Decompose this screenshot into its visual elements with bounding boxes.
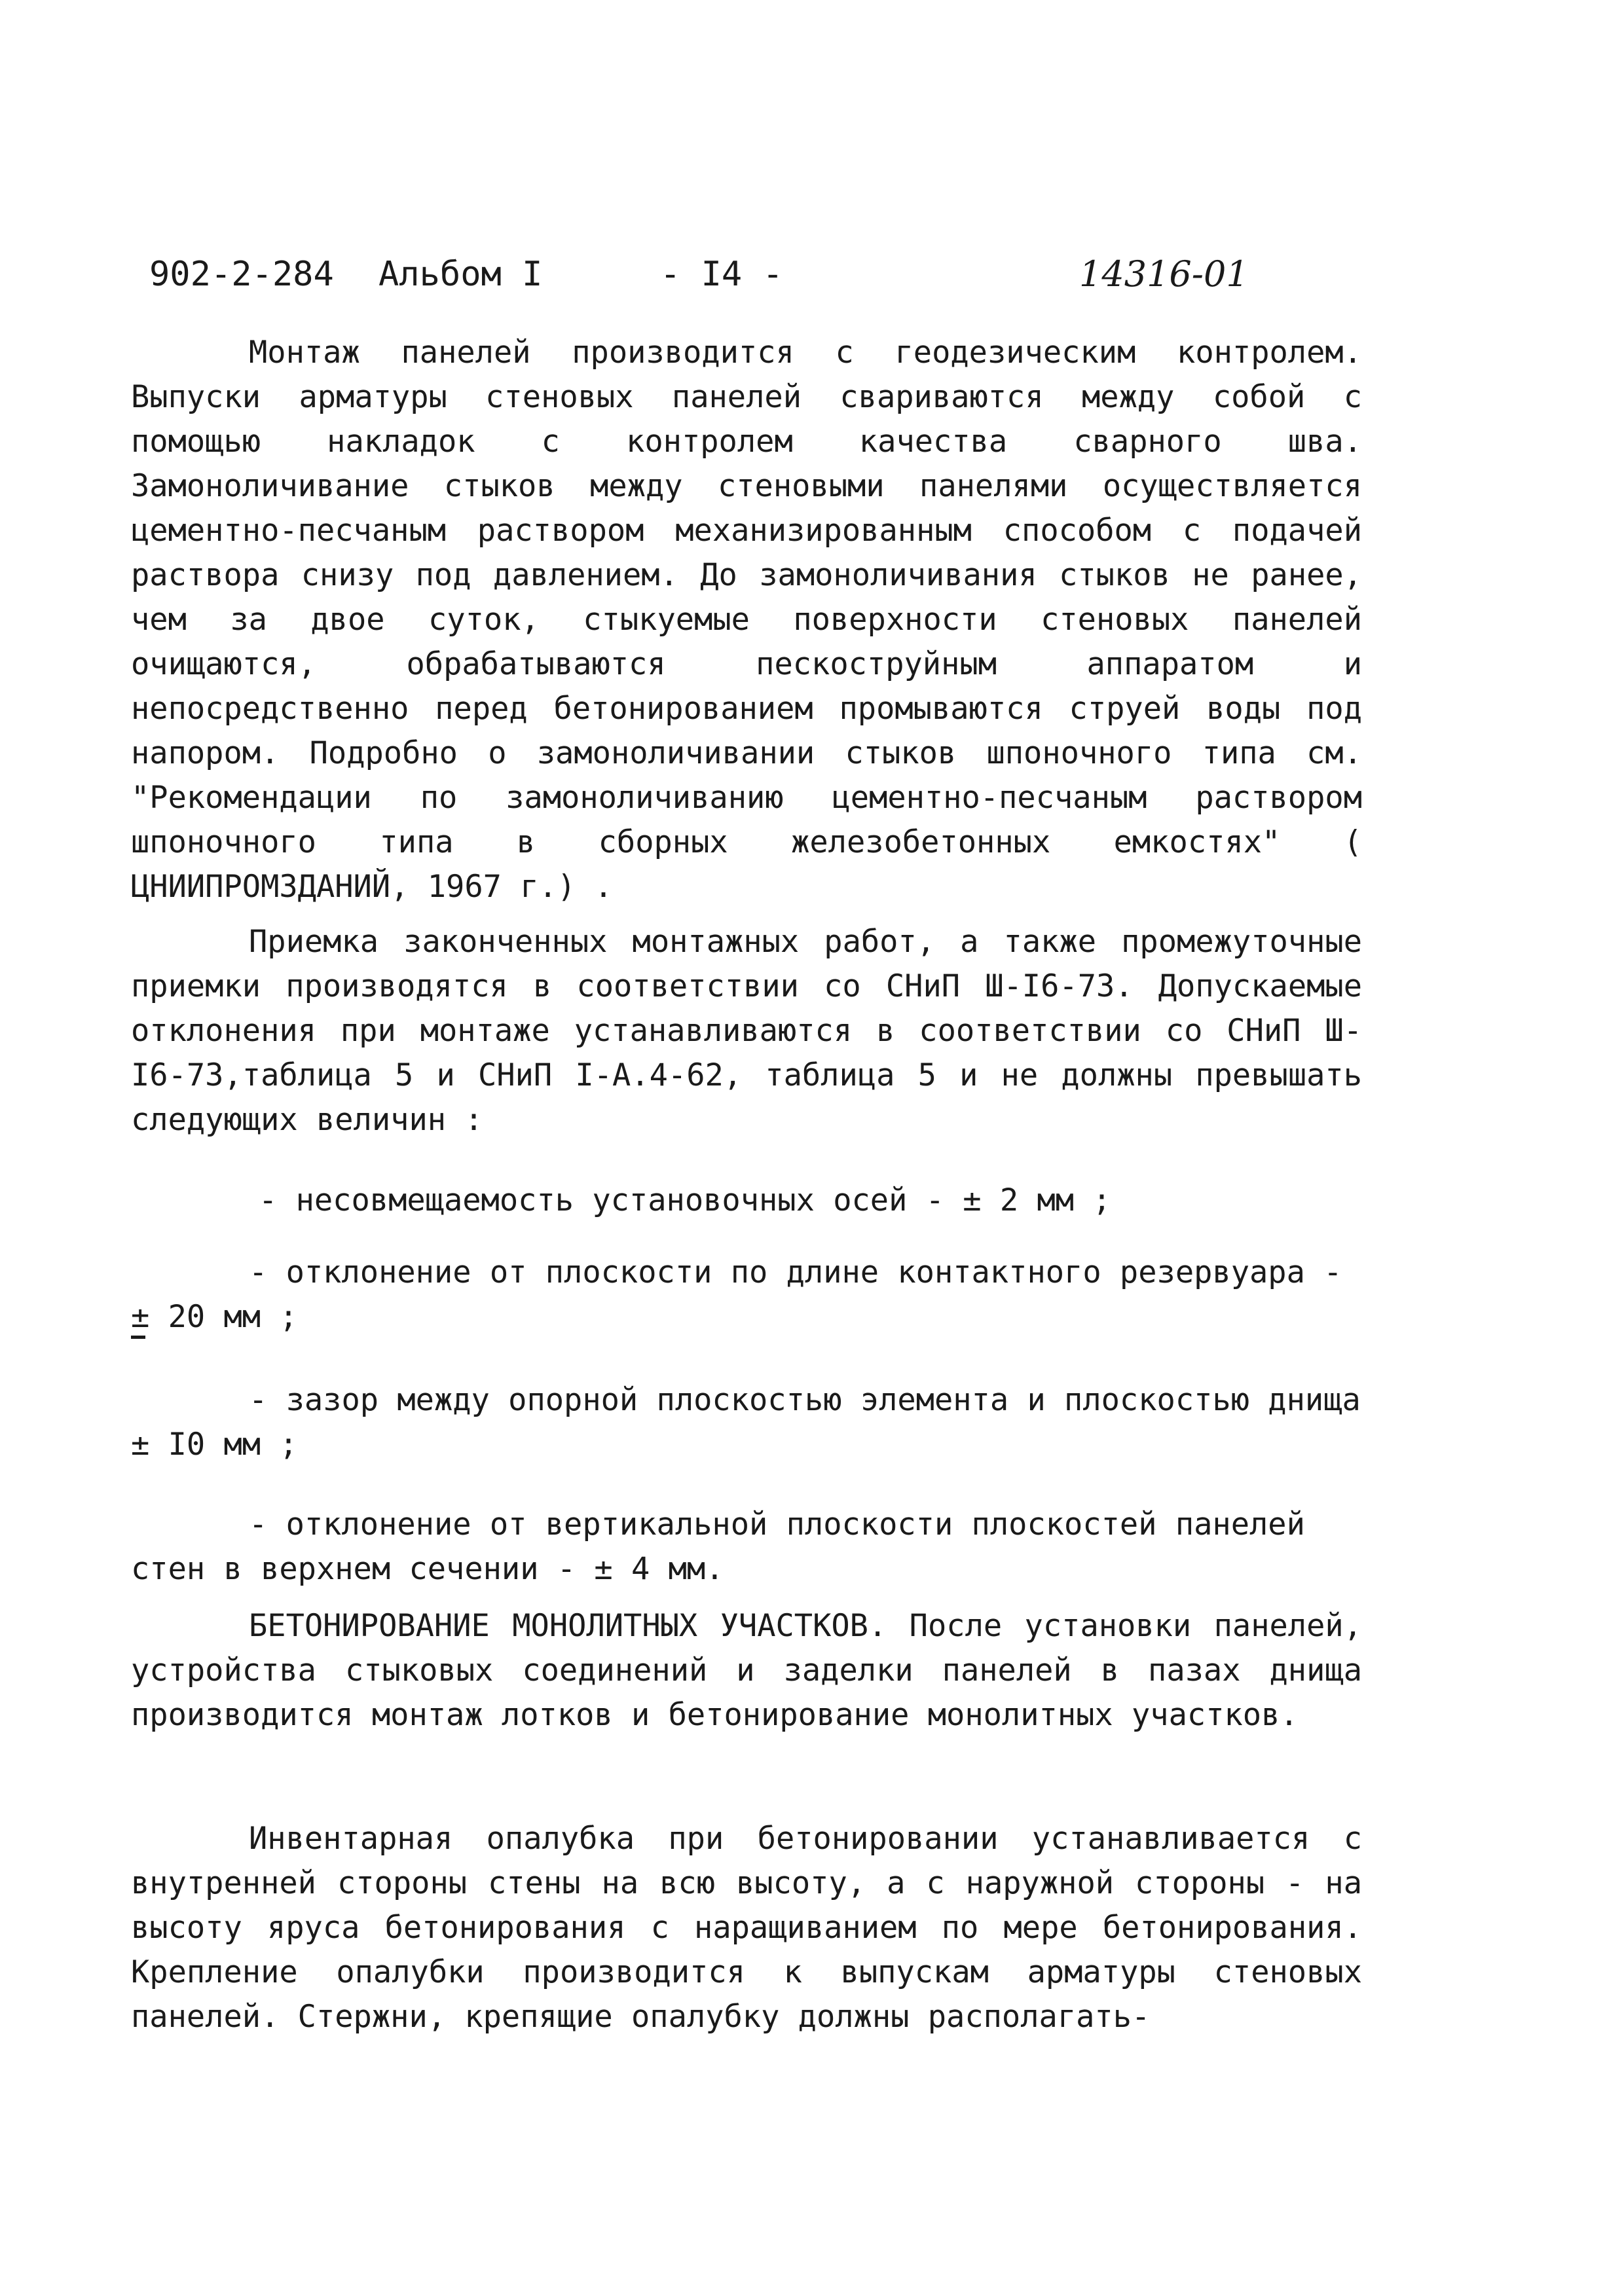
paragraph-installation: Монтаж панелей производится с геодезическим контролем. Выпуски арматуры стеновых панелей свариваются между собой с помощью накладок с контролем качества сварного шва. Замоноличивание стыков между стеновыми панелями осуществляется цементно-песчаным раствором механизированным способом с подачей раствора снизу под давлением. До замоноличивания стыков не ранее, чем за двое суток, стыкуемые поверхности стеновых панелей очищаются, обрабатываются пескоструйным аппаратом и непосредственно перед бетонированием промываются струей воды под напором. Подробно о замоноличивании стыков шпоночного типа см. "Рекомендации по замоноличиванию цементно-песчаным раствором шпоночного типа в сборных железобетонных емкостях" ( ЦНИИПРОМЗДАНИЙ, 1967 г.) . [131,335,1362,905]
page-number: - I4 - [660,255,783,294]
tolerance-item: - зазор между опорной плоскостью элемента и плоскостью днища ± I0 мм ; [131,1382,1361,1463]
album-label: Альбом I [378,255,543,294]
page-header [149,252,1524,304]
paragraph-acceptance: Приемка законченных монтажных работ, а также промежуточные приемки производятся в соответствии со СНиП Ш-I6-73. Допускаемые отклонения при монтаже устанавливаются в соответствии со СНиП Ш-I6-73,таблица 5 и СНиП I-А.4-62, таблица 5 и не должны превышать следующих величин : [131,924,1362,1138]
tolerance-item: - несовмещаемость установочных осей - ± 2 мм ; [259,1182,1111,1218]
tolerance-item: - отклонение от вертикальной плоскости плоскостей панелей стен в верхнем сечении - ± 4 мм. [131,1506,1305,1587]
document-code: 902-2-284 [149,255,334,294]
tolerance-item: - отклонение от плоскости по длине контактного резервуара - ± 20 мм ; [131,1254,1342,1335]
paragraph-concreting: БЕТОНИРОВАНИЕ МОНОЛИТНЫХ УЧАСТКОВ. После установки панелей, устройства стыковых соединений и заделки панелей в пазах днища производится монтаж лотков и бетонирование монолитных участков. [131,1608,1362,1733]
handwritten-number: 14316-01 [1079,253,1249,295]
paragraph-formwork: Инвентарная опалубка при бетонировании устанавливается с внутренней стороны стены на всю высоту, а с наружной стороны - на высоту яруса бетонирования с наращиванием по мере бетонирования. Крепление опалубки производится к выпускам арматуры стеновых панелей. Стержни, крепящие опалубку должны располагать- [131,1821,1362,2035]
stray-dash-mark [131,1336,145,1339]
